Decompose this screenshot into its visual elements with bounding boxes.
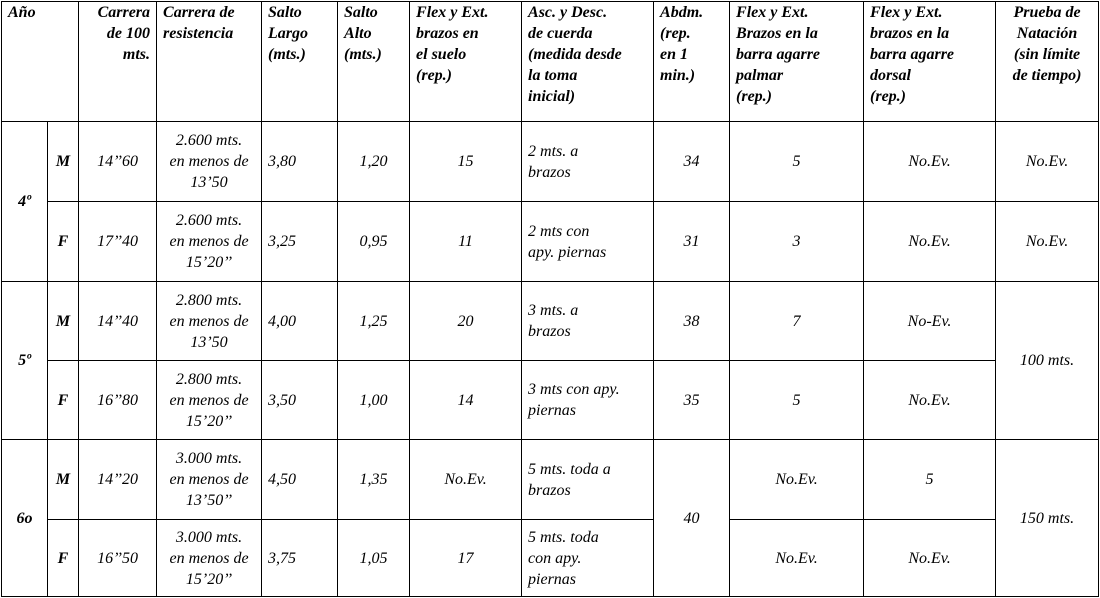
- sex-cell: M: [48, 440, 79, 520]
- table-row: [2, 440, 1099, 520]
- year-cell: 6o: [2, 440, 48, 597]
- resistencia-cell: 2.800 mts. en menos de 15’20’’: [157, 361, 262, 440]
- flex-palmar-cell: No.Ev.: [730, 520, 864, 597]
- flex-dorsal-cell: No.Ev.: [864, 202, 996, 282]
- salto-largo-cell: 4,50: [262, 440, 338, 520]
- sex-cell: F: [48, 202, 79, 282]
- resistencia-cell: 2.600 mts. en menos de 13’50: [157, 122, 262, 202]
- carrera-100-cell: 14’’20: [79, 440, 157, 520]
- carrera-100-cell: 14’’40: [79, 282, 157, 361]
- natacion-cell: 100 mts.: [996, 282, 1099, 440]
- flex-dorsal-cell: No-Ev.: [864, 282, 996, 361]
- salto-alto-cell: 1,25: [338, 282, 410, 361]
- flex-dorsal-cell: No.Ev.: [864, 361, 996, 440]
- flex-suelo-cell: 14: [410, 361, 522, 440]
- header-flex-dorsal: Flex y Ext. brazos en la barra agarre dorsal (rep.): [864, 2, 996, 122]
- salto-alto-cell: 1,00: [338, 361, 410, 440]
- flex-suelo-cell: 11: [410, 202, 522, 282]
- flex-palmar-cell: No.Ev.: [730, 440, 864, 520]
- sex-cell: M: [48, 282, 79, 361]
- year-cell: 5º: [2, 282, 48, 440]
- flex-palmar-cell: 5: [730, 122, 864, 202]
- cuerda-cell: 3 mts. a brazos: [522, 282, 654, 361]
- salto-alto-cell: 1,05: [338, 520, 410, 597]
- header-flex-suelo: Flex y Ext. brazos en el suelo (rep.): [410, 2, 522, 122]
- abdominales-cell: 40: [654, 440, 730, 597]
- header-flex-palmar: Flex y Ext. Brazos en la barra agarre palmar (rep.): [730, 2, 864, 122]
- header-row: [2, 2, 1099, 122]
- resistencia-cell: 2.800 mts. en menos de 13’50: [157, 282, 262, 361]
- year-cell: 4º: [2, 122, 48, 282]
- cuerda-cell: 5 mts. toda a brazos: [522, 440, 654, 520]
- sex-cell: F: [48, 520, 79, 597]
- flex-dorsal-cell: 5: [864, 440, 996, 520]
- flex-palmar-cell: 3: [730, 202, 864, 282]
- resistencia-cell: 3.000 mts. en menos de 15’20’’: [157, 520, 262, 597]
- carrera-100-cell: 16’’80: [79, 361, 157, 440]
- header-salto-largo: Salto Largo (mts.): [262, 2, 338, 122]
- salto-alto-cell: 1,35: [338, 440, 410, 520]
- salto-largo-cell: 3,75: [262, 520, 338, 597]
- header-carrera-resistencia: Carrera de resistencia: [157, 2, 262, 122]
- abdominales-cell: 38: [654, 282, 730, 361]
- table-row: [2, 122, 1099, 202]
- flex-suelo-cell: No.Ev.: [410, 440, 522, 520]
- header-ano: Año: [2, 2, 79, 122]
- fitness-standards-table: [1, 1, 1099, 597]
- table-row: [2, 202, 1099, 282]
- salto-alto-cell: 0,95: [338, 202, 410, 282]
- cuerda-cell: 2 mts con apy. piernas: [522, 202, 654, 282]
- cuerda-cell: 2 mts. a brazos: [522, 122, 654, 202]
- abdominales-cell: 34: [654, 122, 730, 202]
- table-row: [2, 361, 1099, 440]
- carrera-100-cell: 14’’60: [79, 122, 157, 202]
- natacion-cell: No.Ev.: [996, 202, 1099, 282]
- header-carrera-100: Carrera de 100 mts.: [79, 2, 157, 122]
- abdominales-cell: 35: [654, 361, 730, 440]
- salto-largo-cell: 3,80: [262, 122, 338, 202]
- resistencia-cell: 3.000 mts. en menos de 13’50’’: [157, 440, 262, 520]
- flex-suelo-cell: 20: [410, 282, 522, 361]
- flex-suelo-cell: 17: [410, 520, 522, 597]
- cuerda-cell: 3 mts con apy. piernas: [522, 361, 654, 440]
- header-cuerda: Asc. y Desc. de cuerda (medida desde la toma inicial): [522, 2, 654, 122]
- carrera-100-cell: 17’’40: [79, 202, 157, 282]
- header-salto-alto: Salto Alto (mts.): [338, 2, 410, 122]
- flex-dorsal-cell: No.Ev.: [864, 520, 996, 597]
- salto-largo-cell: 3,50: [262, 361, 338, 440]
- salto-largo-cell: 4,00: [262, 282, 338, 361]
- flex-suelo-cell: 15: [410, 122, 522, 202]
- cuerda-cell: 5 mts. toda con apy. piernas: [522, 520, 654, 597]
- natacion-cell: 150 mts.: [996, 440, 1099, 597]
- sex-cell: F: [48, 361, 79, 440]
- resistencia-cell: 2.600 mts. en menos de 15’20’’: [157, 202, 262, 282]
- flex-dorsal-cell: No.Ev.: [864, 122, 996, 202]
- flex-palmar-cell: 7: [730, 282, 864, 361]
- salto-alto-cell: 1,20: [338, 122, 410, 202]
- carrera-100-cell: 16’’50: [79, 520, 157, 597]
- flex-palmar-cell: 5: [730, 361, 864, 440]
- sex-cell: M: [48, 122, 79, 202]
- natacion-cell: No.Ev.: [996, 122, 1099, 202]
- table-row: [2, 282, 1099, 361]
- header-natacion: Prueba de Natación (sin límite de tiempo): [996, 2, 1099, 122]
- salto-largo-cell: 3,25: [262, 202, 338, 282]
- abdominales-cell: 31: [654, 202, 730, 282]
- header-abdominales: Abdm. (rep. en 1 min.): [654, 2, 730, 122]
- table-row: [2, 520, 1099, 597]
